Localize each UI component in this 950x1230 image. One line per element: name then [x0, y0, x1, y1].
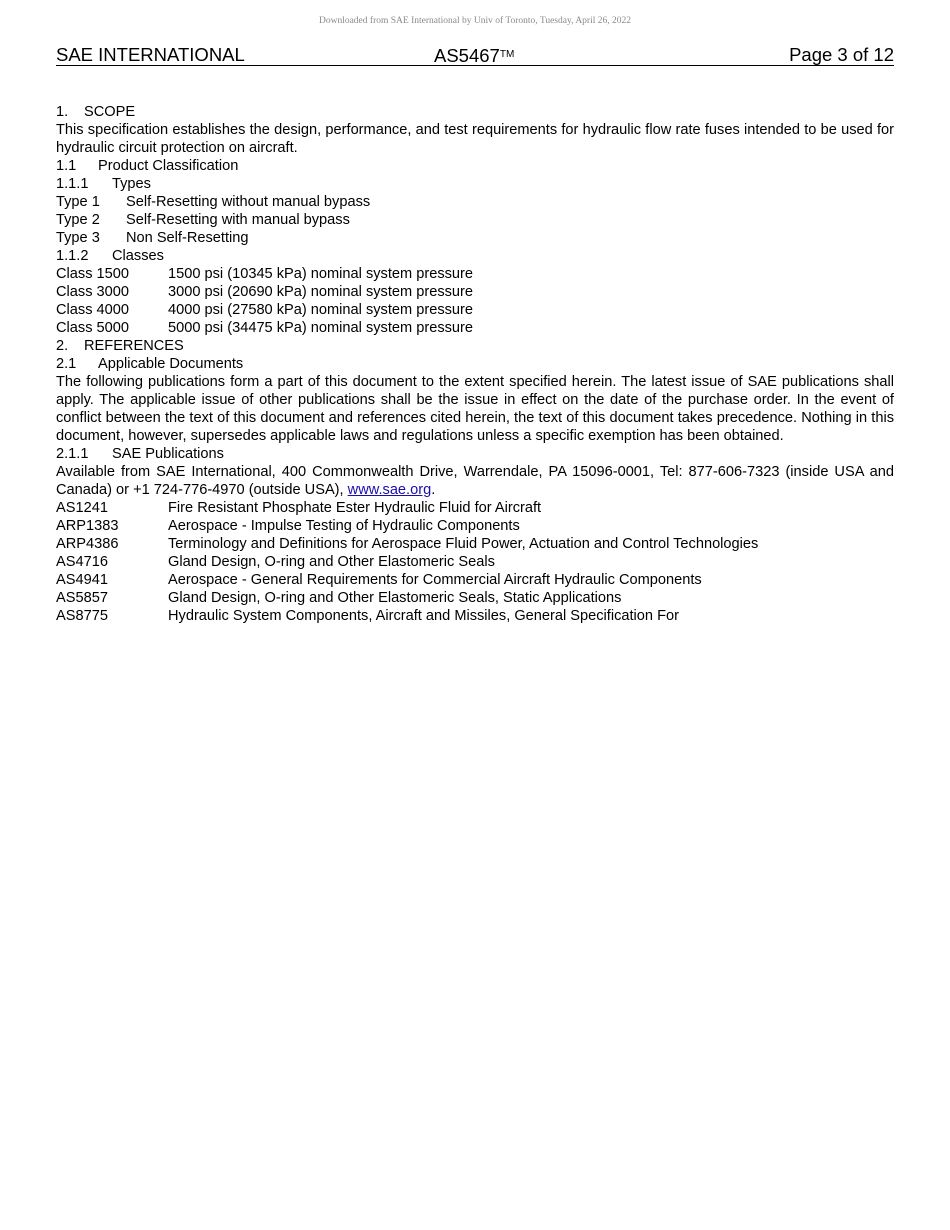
class-label: Class 4000	[56, 302, 130, 318]
types-list	[56, 193, 894, 247]
trademark-mark: TM	[499, 49, 515, 60]
type-label: Type 2	[56, 212, 100, 228]
section-heading-product-classification	[56, 157, 894, 175]
sae-website-link[interactable]: www.sae.org	[347, 482, 432, 498]
reference-item	[56, 607, 894, 625]
section-title: SAE Publications	[112, 446, 224, 462]
section-number: 2.	[56, 338, 69, 354]
section-title: Applicable Documents	[98, 356, 244, 372]
class-label: Class 3000	[56, 284, 130, 300]
section-heading-sae-publications	[56, 445, 894, 463]
type-description: Self-Resetting with manual bypass	[126, 212, 350, 228]
section-title: Classes	[112, 248, 164, 264]
section-number: 2.1.1	[56, 446, 89, 462]
section-heading-references	[56, 337, 894, 355]
class-label: Class 5000	[56, 320, 130, 336]
publisher-name: SAE INTERNATIONAL	[56, 44, 245, 65]
document-number	[434, 45, 514, 66]
reference-title: Fire Resistant Phosphate Ester Hydraulic Fluid for Aircraft	[168, 500, 542, 516]
document-body	[56, 103, 894, 625]
reference-item	[56, 535, 894, 553]
class-label: Class 1500	[56, 266, 130, 282]
document-number-text: AS5467	[434, 45, 500, 66]
reference-item	[56, 499, 894, 517]
reference-title: Gland Design, O-ring and Other Elastomeric Seals, Static Applications	[168, 590, 622, 606]
type-description: Self-Resetting without manual bypass	[126, 194, 371, 210]
list-item	[56, 283, 894, 301]
reference-id: AS8775	[56, 608, 108, 624]
page-header	[56, 45, 894, 66]
reference-id: ARP4386	[56, 536, 119, 552]
reference-title: Gland Design, O-ring and Other Elastomeric Seals	[168, 554, 495, 570]
section-number: 1.1.1	[56, 176, 89, 192]
section-title: Types	[112, 176, 151, 192]
section-number: 1.1	[56, 158, 77, 174]
reference-title: Hydraulic System Components, Aircraft and Missiles, General Specification For	[168, 608, 679, 624]
section-number: 1.1.2	[56, 248, 89, 264]
reference-item	[56, 589, 894, 607]
reference-id: ARP1383	[56, 518, 119, 534]
reference-id: AS4716	[56, 554, 108, 570]
page-number: Page 3 of 12	[789, 44, 894, 65]
section-number: 2.1	[56, 356, 77, 372]
class-description: 4000 psi (27580 kPa) nominal system pressure	[168, 302, 474, 318]
list-item	[56, 193, 894, 211]
type-description: Non Self-Resetting	[126, 230, 249, 246]
list-item	[56, 265, 894, 283]
section-heading-classes	[56, 247, 894, 265]
class-description: 3000 psi (20690 kPa) nominal system pressure	[168, 284, 474, 300]
list-item	[56, 319, 894, 337]
list-item	[56, 301, 894, 319]
reference-item	[56, 553, 894, 571]
reference-item	[56, 571, 894, 589]
reference-item	[56, 517, 894, 535]
type-label: Type 3	[56, 230, 100, 246]
section-heading-types	[56, 175, 894, 193]
link-suffix: .	[431, 482, 436, 498]
reference-title: Aerospace - Impulse Testing of Hydraulic Components	[168, 518, 520, 534]
reference-id: AS5857	[56, 590, 108, 606]
section-number: 1.	[56, 104, 69, 120]
reference-title: Aerospace - General Requirements for Commercial Aircraft Hydraulic Components	[168, 572, 702, 588]
reference-id: AS1241	[56, 500, 108, 516]
reference-id: AS4941	[56, 572, 108, 588]
class-description: 1500 psi (10345 kPa) nominal system pressure	[168, 266, 474, 282]
download-watermark: Downloaded from SAE International by Univ of Toronto, Tuesday, April 26, 2022	[318, 16, 631, 26]
class-description: 5000 psi (34475 kPa) nominal system pressure	[168, 320, 474, 336]
section-title: REFERENCES	[84, 338, 184, 354]
section-title: Product Classification	[98, 158, 239, 174]
list-item	[56, 229, 894, 247]
classes-list	[56, 265, 894, 337]
section-heading-scope	[56, 103, 894, 121]
sae-publications-paragraph	[56, 463, 894, 499]
list-item	[56, 211, 894, 229]
reference-title: Terminology and Definitions for Aerospace Fluid Power, Actuation and Control Technologies	[168, 536, 759, 552]
scope-paragraph: This specification establishes the design, performance, and test requirements for hydraulic flow rate fuses intended to be used for hydraulic circuit protection on aircraft.	[56, 122, 894, 156]
section-heading-applicable-documents	[56, 355, 894, 373]
availability-text: Available from SAE International, 400 Commonwealth Drive, Warrendale, PA 15096-0001, Tel: 877-606-7323 (inside USA and Canada) or +1 724-776-4970 (outside USA),	[56, 464, 894, 498]
applicable-documents-paragraph: The following publications form a part of this document to the extent specified herein. The latest issue of SAE publications shall apply. The applicable issue of other publications shall be the issue in effect on the date of the purchase order. In the event of conflict between the text of this document and references cited herein, the text of this document takes precedence. Nothing in this document, however, supersedes applicable laws and regulations unless a specific exemption has been obtained.	[56, 374, 894, 444]
section-title: SCOPE	[84, 104, 136, 120]
type-label: Type 1	[56, 194, 100, 210]
